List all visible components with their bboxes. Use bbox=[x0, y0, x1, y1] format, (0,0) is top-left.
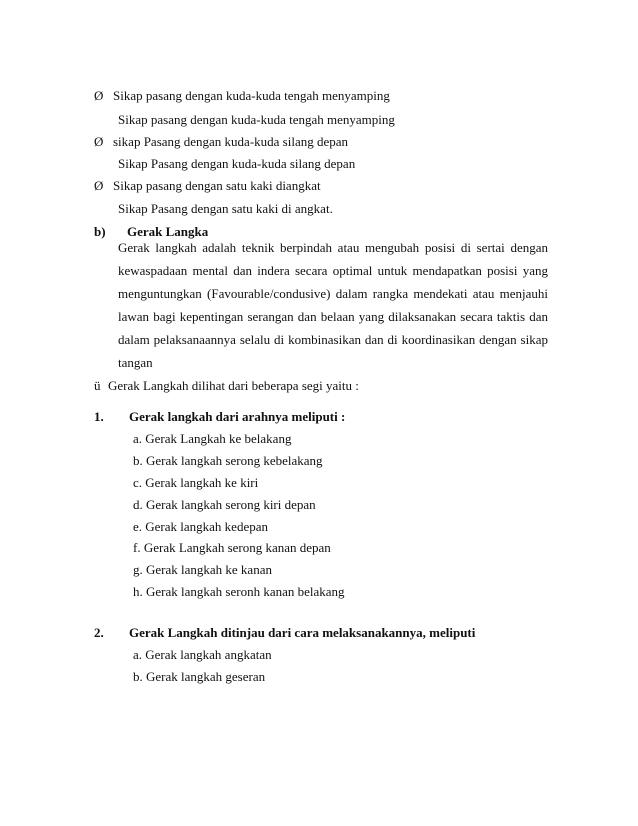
list-item: f. Gerak Langkah serong kanan depan bbox=[133, 540, 331, 555]
paragraph-line: menguntungkan (Favourable/condusive) dalam rangka mendekati atau menjauhi bbox=[118, 286, 548, 301]
list-heading: Gerak langkah dari arahnya meliputi : bbox=[129, 409, 346, 424]
list-item: g. Gerak langkah ke kanan bbox=[133, 562, 272, 577]
paragraph-line: dalam pelaksanaannya selalu di kombinasikan dan di koordinasikan dengan sikap bbox=[118, 332, 548, 347]
sikap-item-text: Sikap pasang dengan satu kaki diangkat bbox=[113, 178, 321, 193]
paragraph-line: Gerak langkah adalah teknik berpindah atau mengubah posisi di sertai dengan bbox=[118, 240, 548, 255]
sikap-item-detail: Sikap pasang dengan kuda-kuda tengah menyamping bbox=[118, 112, 395, 127]
check-bullet-icon: ü bbox=[94, 378, 101, 393]
bullet-icon: Ø bbox=[94, 178, 104, 193]
bullet-icon: Ø bbox=[94, 88, 104, 103]
list-item: e. Gerak langkah kedepan bbox=[133, 519, 268, 534]
list-item: c. Gerak langkah ke kiri bbox=[133, 475, 259, 490]
section-heading: Gerak Langka bbox=[127, 224, 209, 239]
sikap-item-text: Sikap pasang dengan kuda-kuda tengah menyamping bbox=[113, 88, 390, 103]
list-item: h. Gerak langkah seronh kanan belakang bbox=[133, 584, 345, 599]
intro-text: Gerak Langkah dilihat dari beberapa segi yaitu : bbox=[108, 378, 359, 393]
list-number: 2. bbox=[94, 625, 104, 640]
list-heading: Gerak Langkah ditinjau dari cara melaksanakannya, meliputi bbox=[129, 625, 476, 640]
list-item: a. Gerak langkah angkatan bbox=[133, 647, 272, 662]
paragraph-last-line: tangan bbox=[118, 355, 153, 370]
list-item: d. Gerak langkah serong kiri depan bbox=[133, 497, 316, 512]
sikap-item-detail: Sikap Pasang dengan satu kaki di angkat. bbox=[118, 201, 333, 216]
sikap-item-detail: Sikap Pasang dengan kuda-kuda silang depan bbox=[118, 156, 356, 171]
bullet-icon: Ø bbox=[94, 134, 104, 149]
paragraph-line: kewaspadaan mental dan indera secara optimal untuk mendapatkan posisi yang bbox=[118, 263, 548, 278]
sikap-item-text: sikap Pasang dengan kuda-kuda silang depan bbox=[113, 134, 349, 149]
list-item: a. Gerak Langkah ke belakang bbox=[133, 431, 292, 446]
list-item: b. Gerak langkah geseran bbox=[133, 669, 266, 684]
paragraph-line: lawan bagi kepentingan serangan dan belaan yang dilaksanakan secara taktis dan bbox=[118, 309, 548, 324]
list-item: b. Gerak langkah serong kebelakang bbox=[133, 453, 323, 468]
list-number: 1. bbox=[94, 409, 104, 424]
section-marker: b) bbox=[94, 224, 106, 239]
